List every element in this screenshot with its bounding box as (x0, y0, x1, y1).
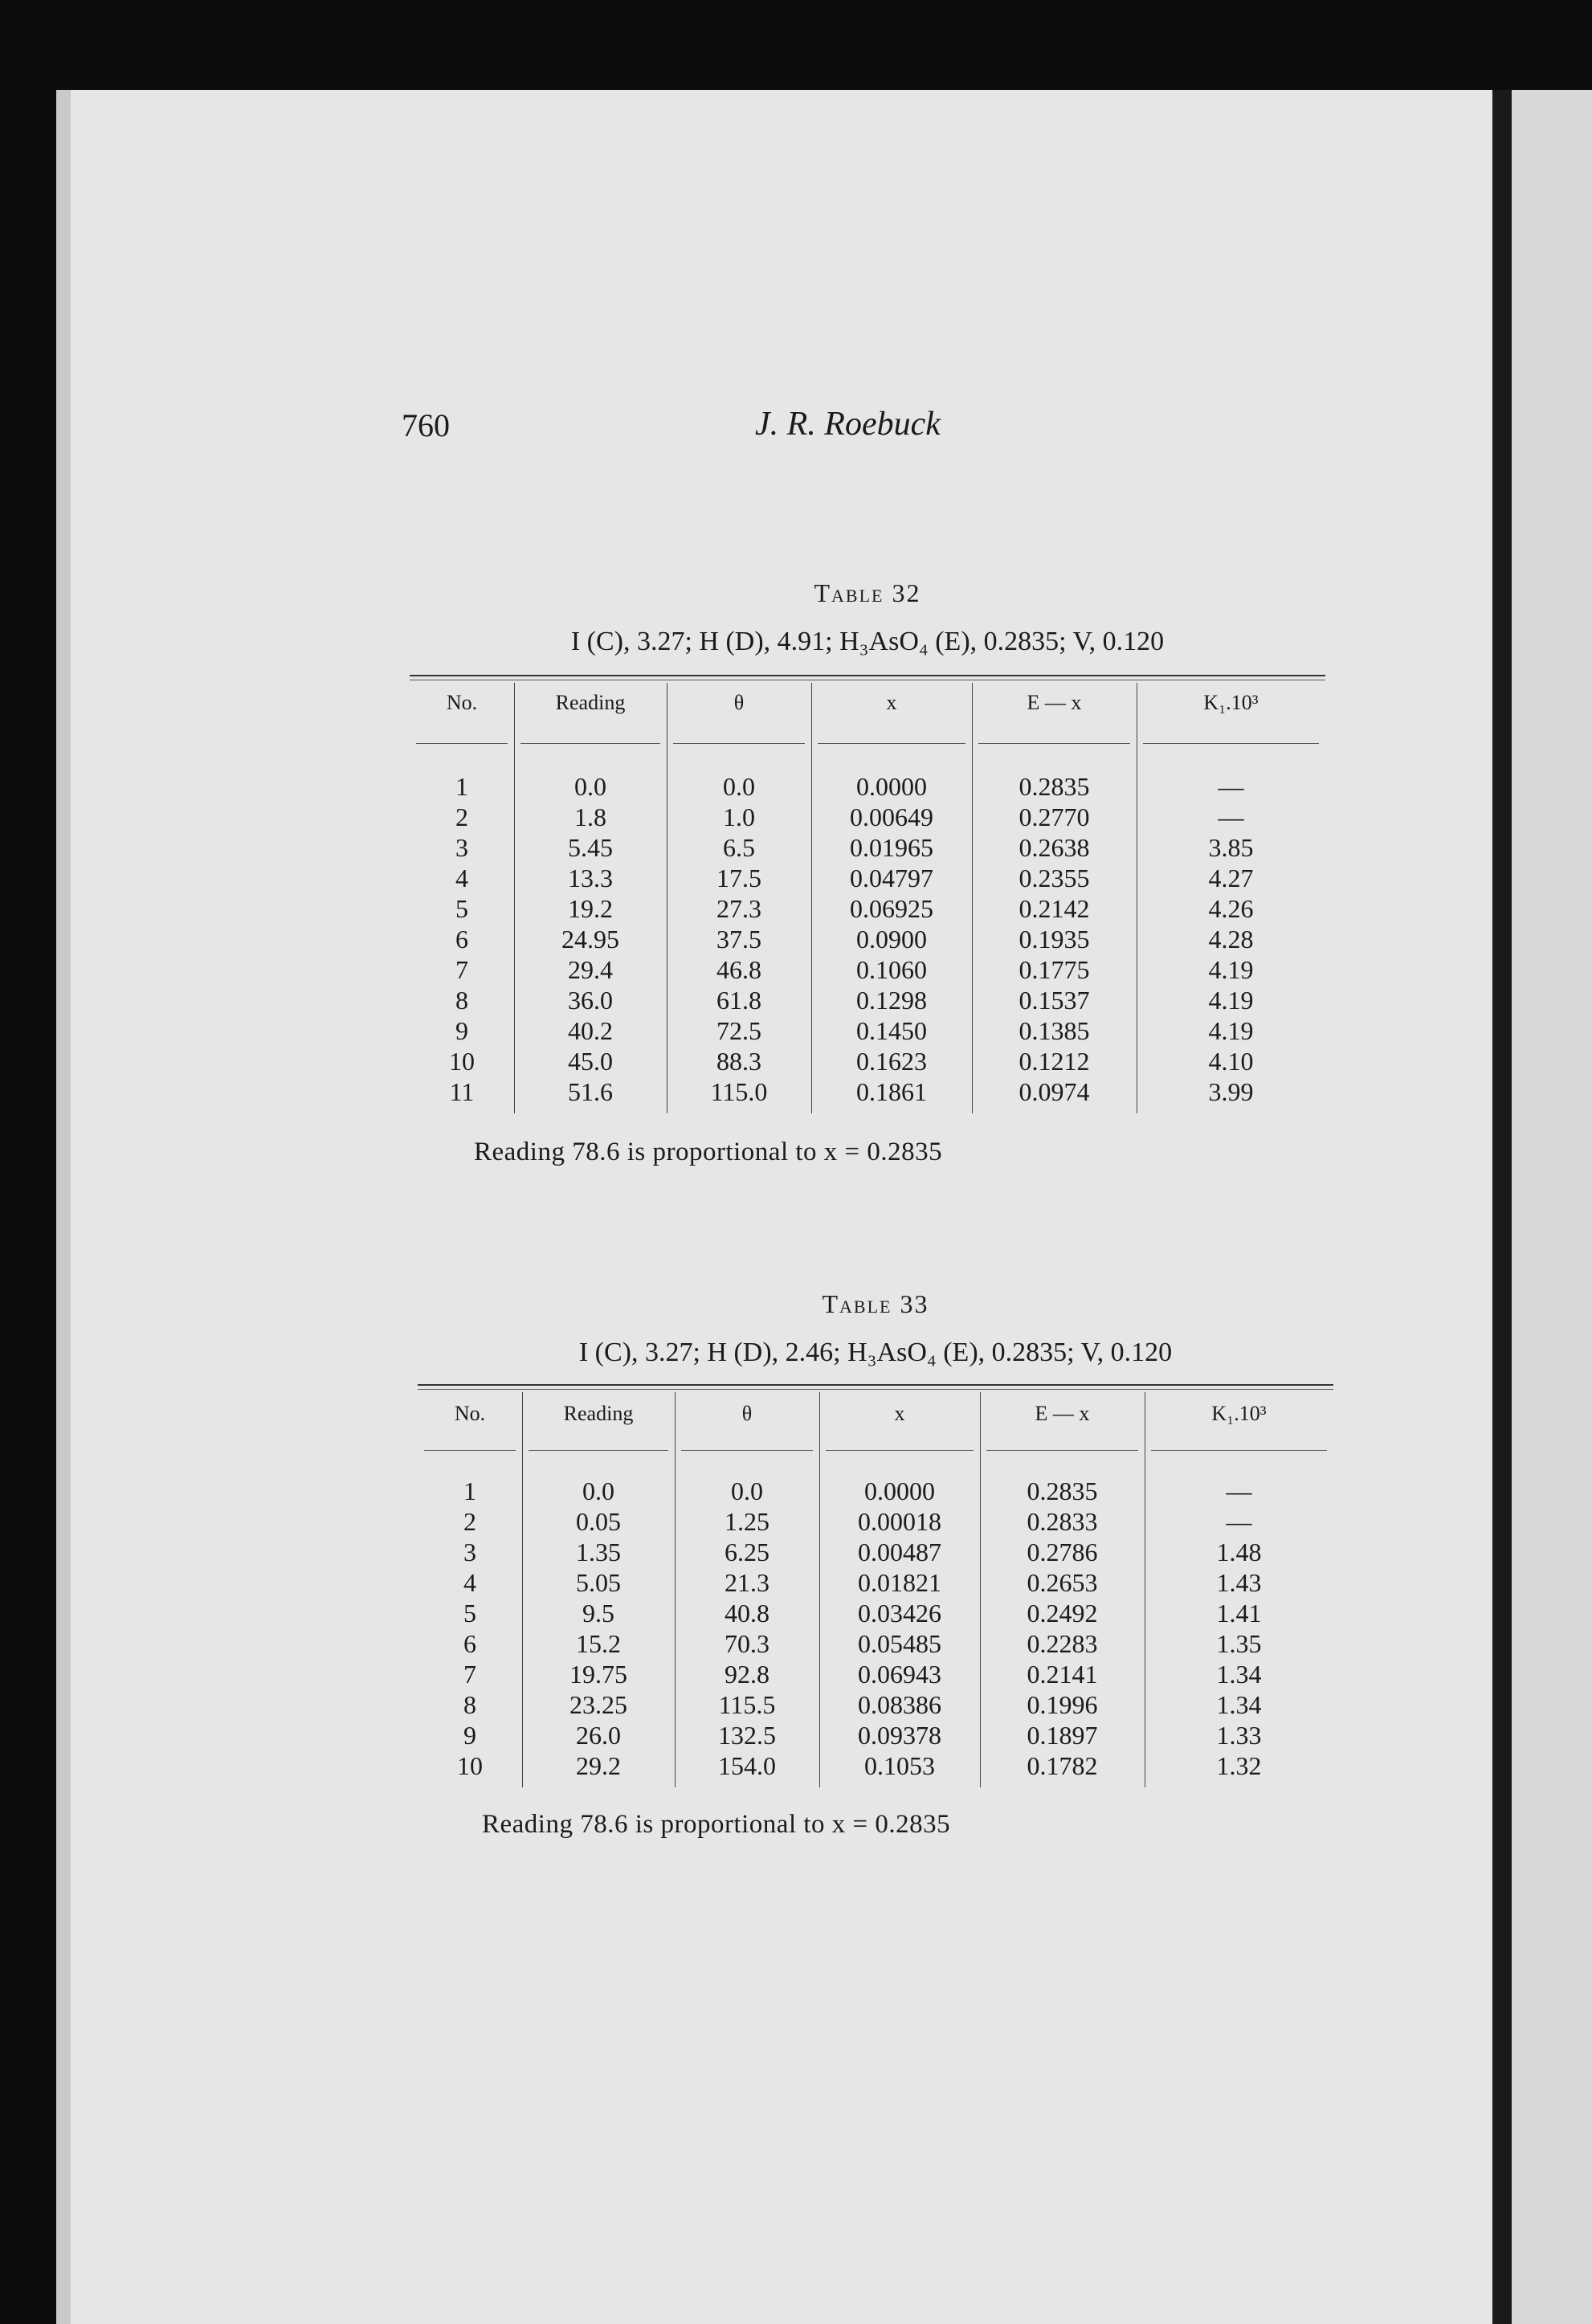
col-k1-cell: 1.34 (1216, 1660, 1262, 1689)
col-e-minus-x-cell: 0.2492 (1027, 1599, 1098, 1628)
col-x-cell: 0.04797 (850, 864, 933, 892)
col-x-cell: 0.0900 (856, 925, 927, 954)
col-e-minus-x-cell: 0.1996 (1027, 1690, 1098, 1719)
col-k1-cell: 1.48 (1216, 1538, 1262, 1566)
col-no-cell: 7 (455, 955, 468, 984)
header-underline (681, 1450, 813, 1451)
header-underline (978, 743, 1130, 744)
col-x-cell: 0.06925 (850, 894, 933, 923)
column-header: No. (446, 691, 478, 714)
col-x-cell: 0.01821 (858, 1568, 941, 1597)
col-no-cell: 3 (455, 833, 468, 862)
table-title: Table 32 (814, 578, 921, 607)
col-e-minus-x-cell: 0.2653 (1027, 1568, 1098, 1597)
col-x-cell: 0.1450 (856, 1016, 927, 1045)
col-k1-cell: 4.28 (1208, 925, 1254, 954)
col-x-cell: 0.1298 (856, 986, 927, 1015)
col-theta-cell: 92.8 (725, 1660, 769, 1689)
col-no-cell: 10 (457, 1751, 483, 1780)
col-theta-cell: 88.3 (716, 1047, 761, 1076)
col-e-minus-x-cell: 0.2835 (1027, 1476, 1098, 1505)
col-theta-cell: 17.5 (716, 864, 761, 892)
col-theta-cell: 0.0 (723, 772, 755, 801)
col-no-cell: 9 (463, 1721, 476, 1750)
col-reading-cell: 40.2 (568, 1016, 613, 1045)
table-top-rule (410, 675, 1325, 676)
col-e-minus-x-cell: 0.1212 (1018, 1047, 1090, 1076)
header-underline (416, 743, 508, 744)
col-theta-cell: 132.5 (718, 1721, 776, 1750)
column-header: Reading (563, 1402, 634, 1425)
column-header: No. (454, 1402, 486, 1425)
col-k1-cell: 1.34 (1216, 1690, 1262, 1719)
col-no-cell: 5 (455, 894, 468, 923)
col-reading-cell: 45.0 (568, 1047, 613, 1076)
col-theta-cell: 154.0 (718, 1751, 776, 1780)
col-k1-cell: — (1226, 1476, 1252, 1505)
col-reading-cell: 1.8 (574, 803, 606, 831)
table-note: Reading 78.6 is proportional to x = 0.2835 (474, 1137, 943, 1166)
col-k1-cell: 1.35 (1216, 1629, 1262, 1658)
col-k1-cell: 4.19 (1208, 1016, 1254, 1045)
table-subtitle: I (C), 3.27; H (D), 4.91; H₃AsO₄ (E), 0.2835; V, 0.120 (570, 627, 1165, 656)
header-underline (826, 1450, 974, 1451)
header-underline (424, 1450, 516, 1451)
col-theta-cell: 115.5 (718, 1690, 776, 1719)
col-x-cell: 0.1053 (864, 1751, 935, 1780)
col-k1-cell: — (1226, 1507, 1252, 1536)
running-head: J. R. Roebuck (755, 406, 941, 443)
col-theta-cell: 21.3 (725, 1568, 769, 1597)
col-e-minus-x-cell: 0.2833 (1027, 1507, 1098, 1536)
col-no-cell: 1 (463, 1476, 476, 1505)
col-reading-cell: 5.05 (576, 1568, 621, 1597)
col-theta-cell: 115.0 (710, 1077, 768, 1106)
col-x-cell: 0.06943 (858, 1660, 941, 1689)
col-x-cell: 0.03426 (858, 1599, 941, 1628)
col-no-cell: 3 (463, 1538, 476, 1566)
col-x-cell: 0.05485 (858, 1629, 941, 1658)
col-reading-cell: 9.5 (582, 1599, 614, 1628)
col-theta-cell: 1.25 (725, 1507, 769, 1536)
table-top-rule-2 (418, 1389, 1333, 1390)
col-k1-cell: 1.32 (1216, 1751, 1262, 1780)
col-no-cell: 5 (463, 1599, 476, 1628)
col-reading-cell: 19.2 (568, 894, 613, 923)
col-no-cell: 7 (463, 1660, 476, 1689)
col-reading-cell: 29.4 (568, 955, 613, 984)
col-k1-cell: 4.19 (1208, 986, 1254, 1015)
col-x-cell: 0.1060 (856, 955, 927, 984)
col-x-cell: 0.00649 (850, 803, 933, 831)
col-e-minus-x-cell: 0.2142 (1018, 894, 1090, 923)
col-no-cell: 6 (463, 1629, 476, 1658)
col-theta-cell: 1.0 (723, 803, 755, 831)
header-underline (520, 743, 660, 744)
col-e-minus-x-cell: 0.2770 (1018, 803, 1090, 831)
column-header: E — x (1035, 1402, 1090, 1425)
col-k1-cell: 1.43 (1216, 1568, 1262, 1597)
col-no-cell: 11 (449, 1077, 475, 1106)
header-underline (1151, 1450, 1327, 1451)
col-reading-cell: 29.2 (576, 1751, 621, 1780)
header-underline (818, 743, 965, 744)
col-x-cell: 0.08386 (858, 1690, 941, 1719)
column-header: θ (733, 691, 745, 714)
col-k1-cell: 3.99 (1208, 1077, 1254, 1106)
column-header: x (894, 1402, 905, 1425)
col-reading-cell: 5.45 (568, 833, 613, 862)
col-k1-cell: 3.85 (1208, 833, 1254, 862)
table-title: Table 33 (822, 1289, 929, 1318)
col-e-minus-x-cell: 0.0974 (1018, 1077, 1090, 1106)
col-e-minus-x-cell: 0.1537 (1018, 986, 1090, 1015)
col-no-cell: 1 (455, 772, 468, 801)
header-underline (1143, 743, 1319, 744)
col-x-cell: 0.0000 (856, 772, 927, 801)
col-theta-cell: 6.5 (723, 833, 755, 862)
col-x-cell: 0.01965 (850, 833, 933, 862)
col-k1-cell: 1.33 (1216, 1721, 1262, 1750)
col-reading-cell: 23.25 (569, 1690, 627, 1719)
column-header: x (886, 691, 897, 714)
col-reading-cell: 26.0 (576, 1721, 621, 1750)
col-reading-cell: 51.6 (568, 1077, 613, 1106)
column-header: K₁.10³ (1203, 691, 1259, 714)
col-e-minus-x-cell: 0.1385 (1018, 1016, 1090, 1045)
col-reading-cell: 0.05 (576, 1507, 621, 1536)
col-reading-cell: 0.0 (574, 772, 606, 801)
page-number: 760 (402, 407, 450, 443)
col-reading-cell: 0.0 (582, 1476, 614, 1505)
col-reading-cell: 13.3 (568, 864, 613, 892)
col-k1-cell: 4.19 (1208, 955, 1254, 984)
col-x-cell: 0.00487 (858, 1538, 941, 1566)
col-theta-cell: 46.8 (716, 955, 761, 984)
col-e-minus-x-cell: 0.2141 (1027, 1660, 1098, 1689)
col-e-minus-x-cell: 0.2638 (1018, 833, 1090, 862)
col-no-cell: 9 (455, 1016, 468, 1045)
col-e-minus-x-cell: 0.2835 (1018, 772, 1090, 801)
col-no-cell: 4 (455, 864, 468, 892)
col-no-cell: 2 (463, 1507, 476, 1536)
header-underline (986, 1450, 1138, 1451)
col-theta-cell: 37.5 (716, 925, 761, 954)
table-top-rule (418, 1384, 1333, 1386)
col-x-cell: 0.00018 (858, 1507, 941, 1536)
col-e-minus-x-cell: 0.2355 (1018, 864, 1090, 892)
col-e-minus-x-cell: 0.1782 (1027, 1751, 1098, 1780)
col-no-cell: 4 (463, 1568, 476, 1597)
col-k1-cell: 4.26 (1208, 894, 1254, 923)
header-underline (673, 743, 805, 744)
col-k1-cell: 4.27 (1208, 864, 1254, 892)
col-no-cell: 2 (455, 803, 468, 831)
col-no-cell: 10 (449, 1047, 475, 1076)
col-x-cell: 0.0000 (864, 1476, 935, 1505)
table-note: Reading 78.6 is proportional to x = 0.2835 (482, 1810, 951, 1839)
col-no-cell: 8 (463, 1690, 476, 1719)
col-e-minus-x-cell: 0.1935 (1018, 925, 1090, 954)
column-header: θ (741, 1402, 753, 1425)
column-header: E — x (1027, 691, 1082, 714)
col-theta-cell: 40.8 (725, 1599, 769, 1628)
col-e-minus-x-cell: 0.1897 (1027, 1721, 1098, 1750)
col-x-cell: 0.09378 (858, 1721, 941, 1750)
column-header: K₁.10³ (1211, 1402, 1267, 1425)
column-header: Reading (555, 691, 626, 714)
col-theta-cell: 72.5 (716, 1016, 761, 1045)
col-theta-cell: 61.8 (716, 986, 761, 1015)
col-x-cell: 0.1623 (856, 1047, 927, 1076)
header-underline (529, 1450, 668, 1451)
col-k1-cell: — (1218, 772, 1244, 801)
col-reading-cell: 19.75 (569, 1660, 627, 1689)
col-reading-cell: 1.35 (576, 1538, 621, 1566)
col-reading-cell: 15.2 (576, 1629, 621, 1658)
col-reading-cell: 36.0 (568, 986, 613, 1015)
col-reading-cell: 24.95 (561, 925, 619, 954)
col-k1-cell: — (1218, 803, 1244, 831)
col-e-minus-x-cell: 0.1775 (1018, 955, 1090, 984)
table-subtitle: I (C), 3.27; H (D), 2.46; H₃AsO₄ (E), 0.2835; V, 0.120 (578, 1338, 1173, 1367)
col-k1-cell: 4.10 (1208, 1047, 1254, 1076)
col-no-cell: 8 (455, 986, 468, 1015)
col-k1-cell: 1.41 (1216, 1599, 1262, 1628)
col-theta-cell: 27.3 (716, 894, 761, 923)
col-e-minus-x-cell: 0.2786 (1027, 1538, 1098, 1566)
col-x-cell: 0.1861 (856, 1077, 927, 1106)
col-theta-cell: 0.0 (731, 1476, 763, 1505)
col-theta-cell: 6.25 (725, 1538, 769, 1566)
col-theta-cell: 70.3 (725, 1629, 769, 1658)
col-no-cell: 6 (455, 925, 468, 954)
page-header (0, 402, 1592, 450)
col-e-minus-x-cell: 0.2283 (1027, 1629, 1098, 1658)
